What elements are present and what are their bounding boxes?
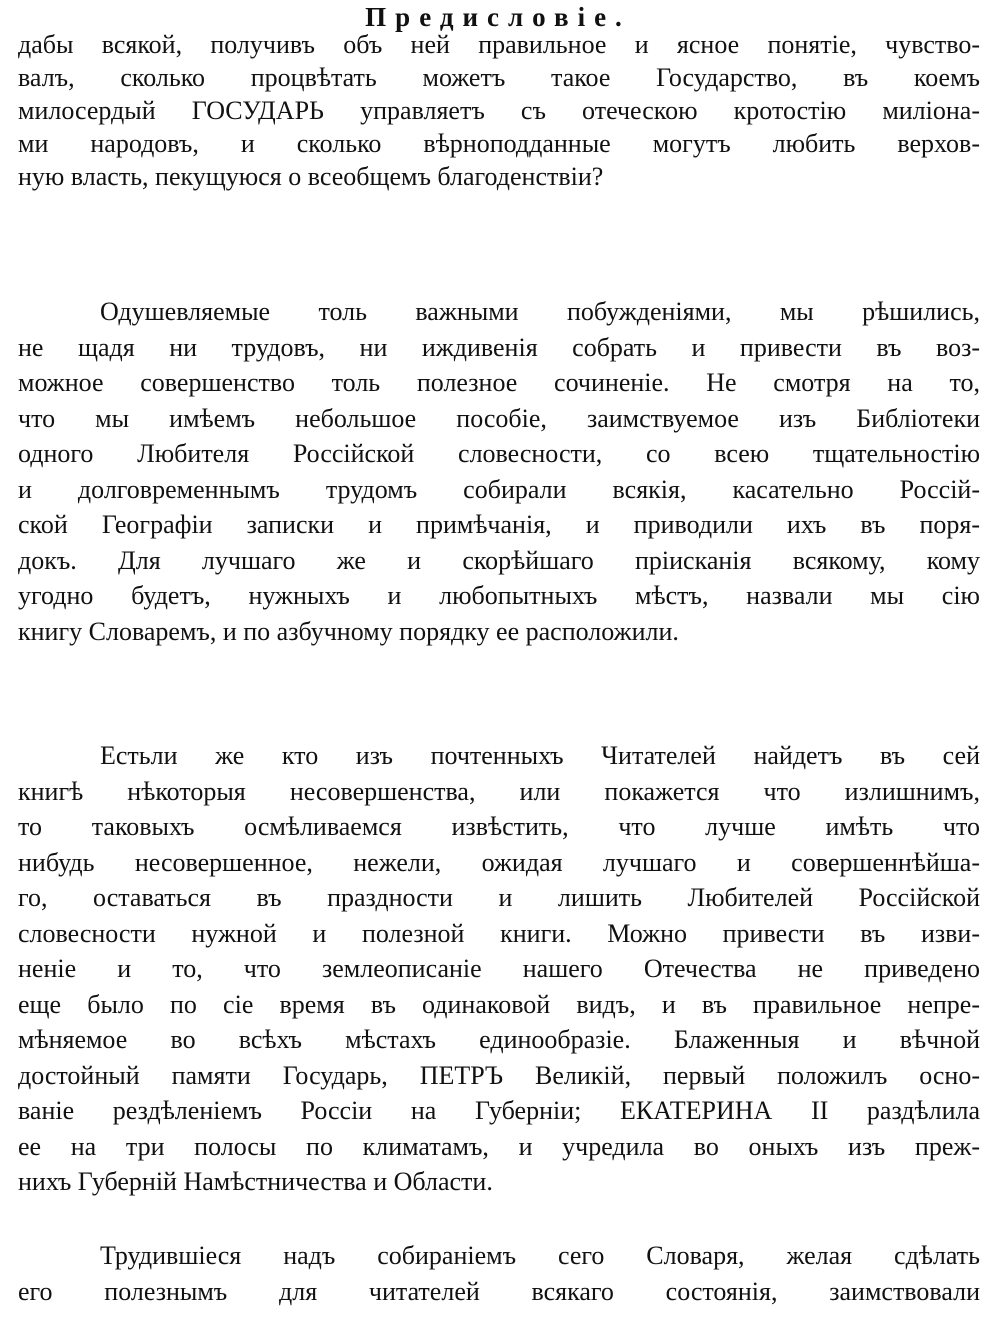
text-line: то таковыхъ осмѣливаемся извѣстить, что лучше имѣть что (18, 812, 980, 841)
text-line: книгу Словаремъ, и по азбучному порядку ее расположили. (18, 616, 679, 646)
text-line: можное совершенство толь полезное сочиненіе. Не смотря на то, (18, 368, 980, 397)
text-line: докъ. Для лучшаго же и скорѣйшаго пріисканія всякому, кому (18, 545, 980, 575)
text-line: одного Любителя Россійской словесности, со всею тщательностію (18, 439, 980, 468)
text-line: ную власть, пекущуюся о всеобщемъ благоденствіи? (18, 162, 604, 191)
text-line: Одушевляемые толь важными побужденіями, мы рѣшились, (100, 297, 980, 326)
text-line: неніе и то, что землеописаніе нашего Отечества не приведено (18, 954, 980, 983)
text-line: что мы имѣемъ небольшое пособіе, заимствуемое изъ Библіотеки (18, 403, 980, 433)
text-line: ми народовъ, и сколько вѣрноподданные могутъ любить верхов- (18, 129, 980, 158)
text-line: и долговременнымъ трудомъ собирали всякія, касательно Россій- (18, 474, 980, 504)
text-line: нихъ Губерній Намѣстничества и Области. (18, 1167, 493, 1196)
paragraph-1 (18, 28, 980, 193)
text-line: достойный памяти Государь, ПЕТРЪ Великій, первый положилъ осно- (18, 1060, 980, 1090)
text-line: ваніе рездѣленіемъ Россіи на Губерніи; ЕКАТЕРИНА II раздѣлила (18, 1096, 980, 1125)
text-line: еще было по сіе время въ одинаковой видъ, и въ правильное непре- (18, 989, 980, 1019)
page-title: Предисловіе. (365, 2, 631, 32)
text-line: ее на три полосы по климатамъ, и учредила во оныхъ изъ преж- (18, 1131, 980, 1161)
text-line: не щадя ни трудовъ, ни иждивенія собрать и привести въ воз- (18, 332, 980, 362)
text-line: валъ, сколько процвѣтать можетъ такое Государство, въ коемъ (18, 63, 980, 92)
text-line: го, оставаться въ праздности и лишить Любителей Россійской (18, 883, 980, 912)
text-line: милосердый ГОСУДАРЬ управляетъ съ отеческою кротостію миліона- (18, 96, 980, 125)
text-line: ской Географіи записки и примѣчанія, и приводили ихъ въ поря- (18, 510, 980, 539)
text-line: его полезнымъ для читателей всякаго состоянія, заимствовали (18, 1276, 980, 1306)
text-line: угодно будетъ, нужныхъ и любопытныхъ мѣстъ, назвали мы сію (18, 581, 980, 610)
text-line: книгѣ нѣкоторыя несовершенства, или покажется что излишнимъ, (18, 776, 980, 806)
paragraph-3 (18, 738, 980, 1200)
text-line: мѣняемое во всѣхъ мѣстахъ единообразіе. Блаженныя и вѣчной (18, 1025, 980, 1054)
paragraph-2 (18, 294, 980, 649)
text-line: нибудь несовершенное, нежели, ожидая лучшаго и совершеннѣйша- (18, 847, 980, 877)
text-line: Трудившіеся надъ собираніемъ сего Словаря, желая сдѣлать (100, 1241, 980, 1270)
paragraph-4 (18, 1238, 980, 1309)
text-line: дабы всякой, получивъ объ ней правильное и ясное понятіе, чувство- (18, 30, 980, 59)
text-line: Естьли же кто изъ почтенныхъ Читателей найдетъ въ сей (100, 741, 980, 770)
text-line: словесности нужной и полезной книги. Можно привести въ изви- (18, 918, 980, 948)
